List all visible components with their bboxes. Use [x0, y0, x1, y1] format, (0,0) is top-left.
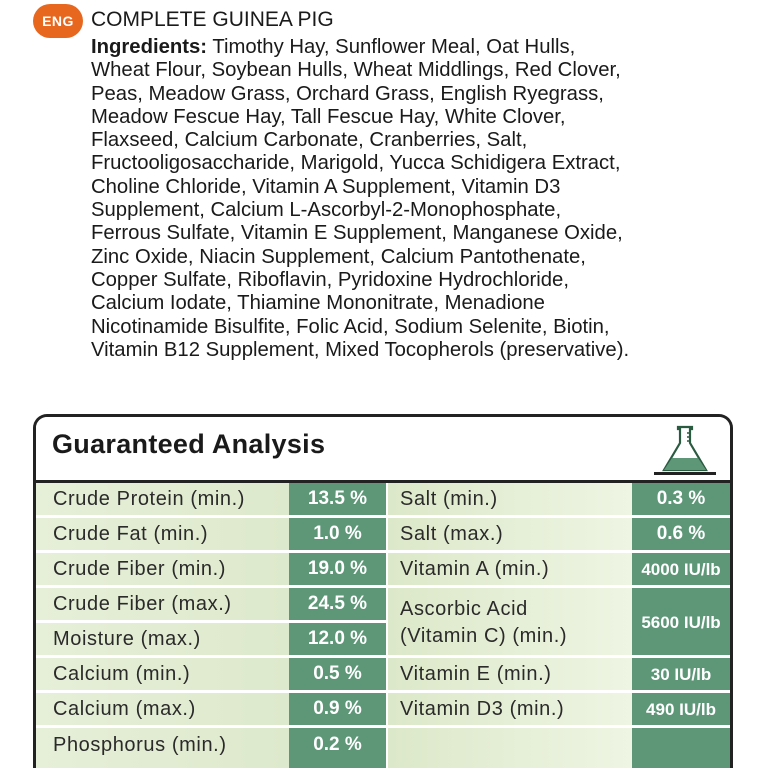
nutrient-label: Calcium (min.) [53, 663, 191, 685]
analysis-title: Guaranteed Analysis [52, 429, 326, 459]
nutrient-label: Calcium (max.) [53, 698, 196, 720]
flask-icon [654, 423, 716, 475]
ingredients-line: Peas, Meadow Grass, Orchard Grass, English Ryegrass, [91, 82, 604, 105]
analysis-table [36, 483, 730, 768]
nutrient-value: 4000 IU/lb [641, 560, 721, 579]
nutrient-label: Vitamin D3 (min.) [400, 698, 565, 720]
ingredients-line: Zinc Oxide, Niacin Supplement, Calcium Pantothenate, [91, 245, 586, 268]
nutrient-value: 19.0 % [307, 558, 368, 579]
nutrient-value: 0.3 % [656, 488, 706, 509]
nutrient-value: 30 IU/lb [650, 665, 712, 684]
ingredients-line: Copper Sulfate, Riboflavin, Pyridoxine Hydrochloride, [91, 268, 569, 291]
nutrient-label: Salt (min.) [400, 488, 498, 510]
nutrient-value: 0.6 % [656, 523, 706, 544]
ingredients-line: Choline Chloride, Vitamin A Supplement, Vitamin D3 [91, 175, 561, 198]
language-badge: ENG [33, 4, 83, 38]
ingredients-block [91, 36, 751, 362]
nutrient-label: Crude Fiber (max.) [53, 593, 232, 615]
nutrient-value: 1.0 % [313, 523, 362, 544]
product-title: COMPLETE GUINEA PIG [91, 8, 334, 31]
nutrient-label: Crude Fat (min.) [53, 523, 209, 545]
nutrient-label: Vitamin A (min.) [400, 558, 550, 580]
nutrient-value: 24.5 % [307, 593, 368, 614]
nutrient-label: Crude Fiber (min.) [53, 558, 227, 580]
ingredients-line: Wheat Flour, Soybean Hulls, Wheat Middlings, Red Clover, [91, 59, 621, 82]
nutrient-label: Moisture (max.) [53, 628, 201, 650]
analysis-header [36, 417, 730, 483]
guaranteed-analysis-panel [33, 414, 733, 768]
ingredients-line: Flaxseed, Calcium Carbonate, Cranberries, Salt, [91, 129, 528, 152]
nutrient-label: Phosphorus (min.) [53, 734, 227, 756]
nutrient-value: 0.2 % [313, 734, 362, 755]
nutrient-value: 5600 IU/lb [641, 613, 721, 632]
nutrient-label: Vitamin E (min.) [400, 663, 552, 685]
ingredients-line: Ferrous Sulfate, Vitamin E Supplement, Manganese Oxide, [91, 222, 623, 245]
nutrient-value: 0.5 % [313, 663, 362, 684]
ingredients-label: Ingredients: [91, 36, 208, 58]
nutrient-value: 13.5 % [307, 488, 368, 509]
ingredients-line: Supplement, Calcium L-Ascorbyl-2-Monophosphate, [91, 199, 562, 222]
nutrient-label: Ascorbic Acid [400, 598, 528, 620]
nutrient-value: 12.0 % [307, 628, 368, 649]
ingredients-line: Fructooligosaccharide, Marigold, Yucca Schidigera Extract, [91, 152, 621, 175]
nutrient-label: Salt (max.) [400, 523, 504, 545]
ingredients-line: Vitamin B12 Supplement, Mixed Tocopherols (preservative). [91, 338, 630, 361]
ingredients-line: Ingredients: Timothy Hay, Sunflower Meal, Oat Hulls, [91, 36, 576, 58]
nutrient-value: 0.9 % [313, 698, 362, 719]
nutrient-label: Crude Protein (min.) [53, 488, 246, 510]
ingredients-line: Meadow Fescue Hay, Tall Fescue Hay, White Clover, [91, 105, 566, 128]
ingredients-line: Nicotinamide Bisulfite, Folic Acid, Sodium Selenite, Biotin, [91, 315, 610, 338]
nutrient-value: 490 IU/lb [646, 700, 716, 719]
ingredients-line: Calcium Iodate, Thiamine Mononitrate, Menadione [91, 292, 545, 315]
nutrient-label: (Vitamin C) (min.) [400, 625, 568, 647]
